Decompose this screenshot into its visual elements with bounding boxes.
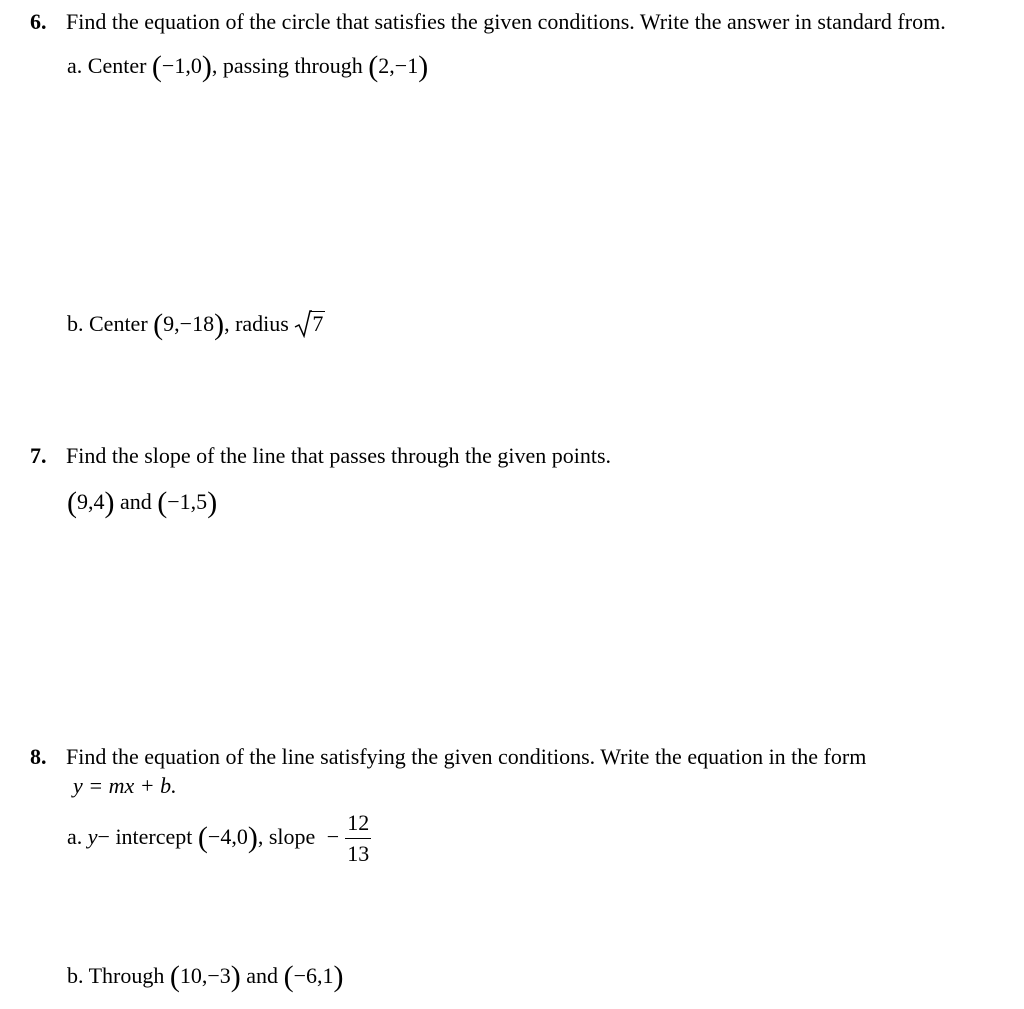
question-prompt: Find the slope of the line that passes through the given points.	[66, 443, 612, 468]
question-prompt: Find the equation of the circle that satisfies the given conditions. Write the answer in standard from.	[66, 9, 946, 34]
question-7-points: (9,4) and (−1,5)	[67, 486, 218, 519]
question-prompt: Find the equation of the line satisfying the given conditions. Write the equation in the form	[66, 744, 867, 769]
center-coords: −1,0	[161, 53, 202, 78]
denominator: 13	[347, 841, 370, 867]
point-2-coords: −6,1	[293, 963, 334, 988]
radicand: 7	[312, 311, 324, 336]
point-1-coords: 10,−3	[179, 963, 231, 988]
question-7	[30, 442, 611, 470]
variable-y: y	[87, 824, 98, 849]
question-number: 6.	[30, 9, 47, 34]
part-text: , radius	[224, 311, 289, 336]
slope-sign: −	[326, 824, 340, 849]
point-2-coords: −1,5	[167, 489, 208, 514]
part-label: a.	[67, 824, 83, 849]
part-text-slope: , slope	[257, 824, 316, 849]
intercept-coords: −4,0	[207, 824, 248, 849]
radical-sign-icon	[294, 310, 312, 338]
question-8b: b. Through (10,−3) and (−6,1)	[67, 960, 344, 993]
part-text: − intercept	[97, 824, 193, 849]
question-8a: a. y− intercept (−4,0), slope − $\frac{12}{13}$	[67, 805, 371, 870]
question-6b: b. Center (9,−18), radius 7	[67, 308, 324, 341]
part-label: b. Through	[67, 963, 165, 988]
square-root	[294, 310, 325, 338]
question-8	[30, 743, 866, 771]
question-6a: a. Center (−1,0), passing through (2,−1)	[67, 50, 429, 83]
center-coords: 9,−18	[163, 311, 215, 336]
question-number: 7.	[30, 443, 47, 468]
equation-form: y = mx + b.	[73, 773, 177, 798]
point-1-coords: 9,4	[77, 489, 105, 514]
question-6	[30, 8, 946, 36]
conjunction: and	[120, 489, 152, 514]
part-text: , passing through	[211, 53, 363, 78]
part-label: b. Center	[67, 311, 148, 336]
conjunction: and	[246, 963, 279, 988]
slope-fraction	[345, 808, 371, 869]
numerator: 12	[345, 808, 371, 839]
part-label: a. Center	[67, 53, 147, 78]
point-coords: 2,−1	[378, 53, 419, 78]
question-number: 8.	[30, 744, 47, 769]
